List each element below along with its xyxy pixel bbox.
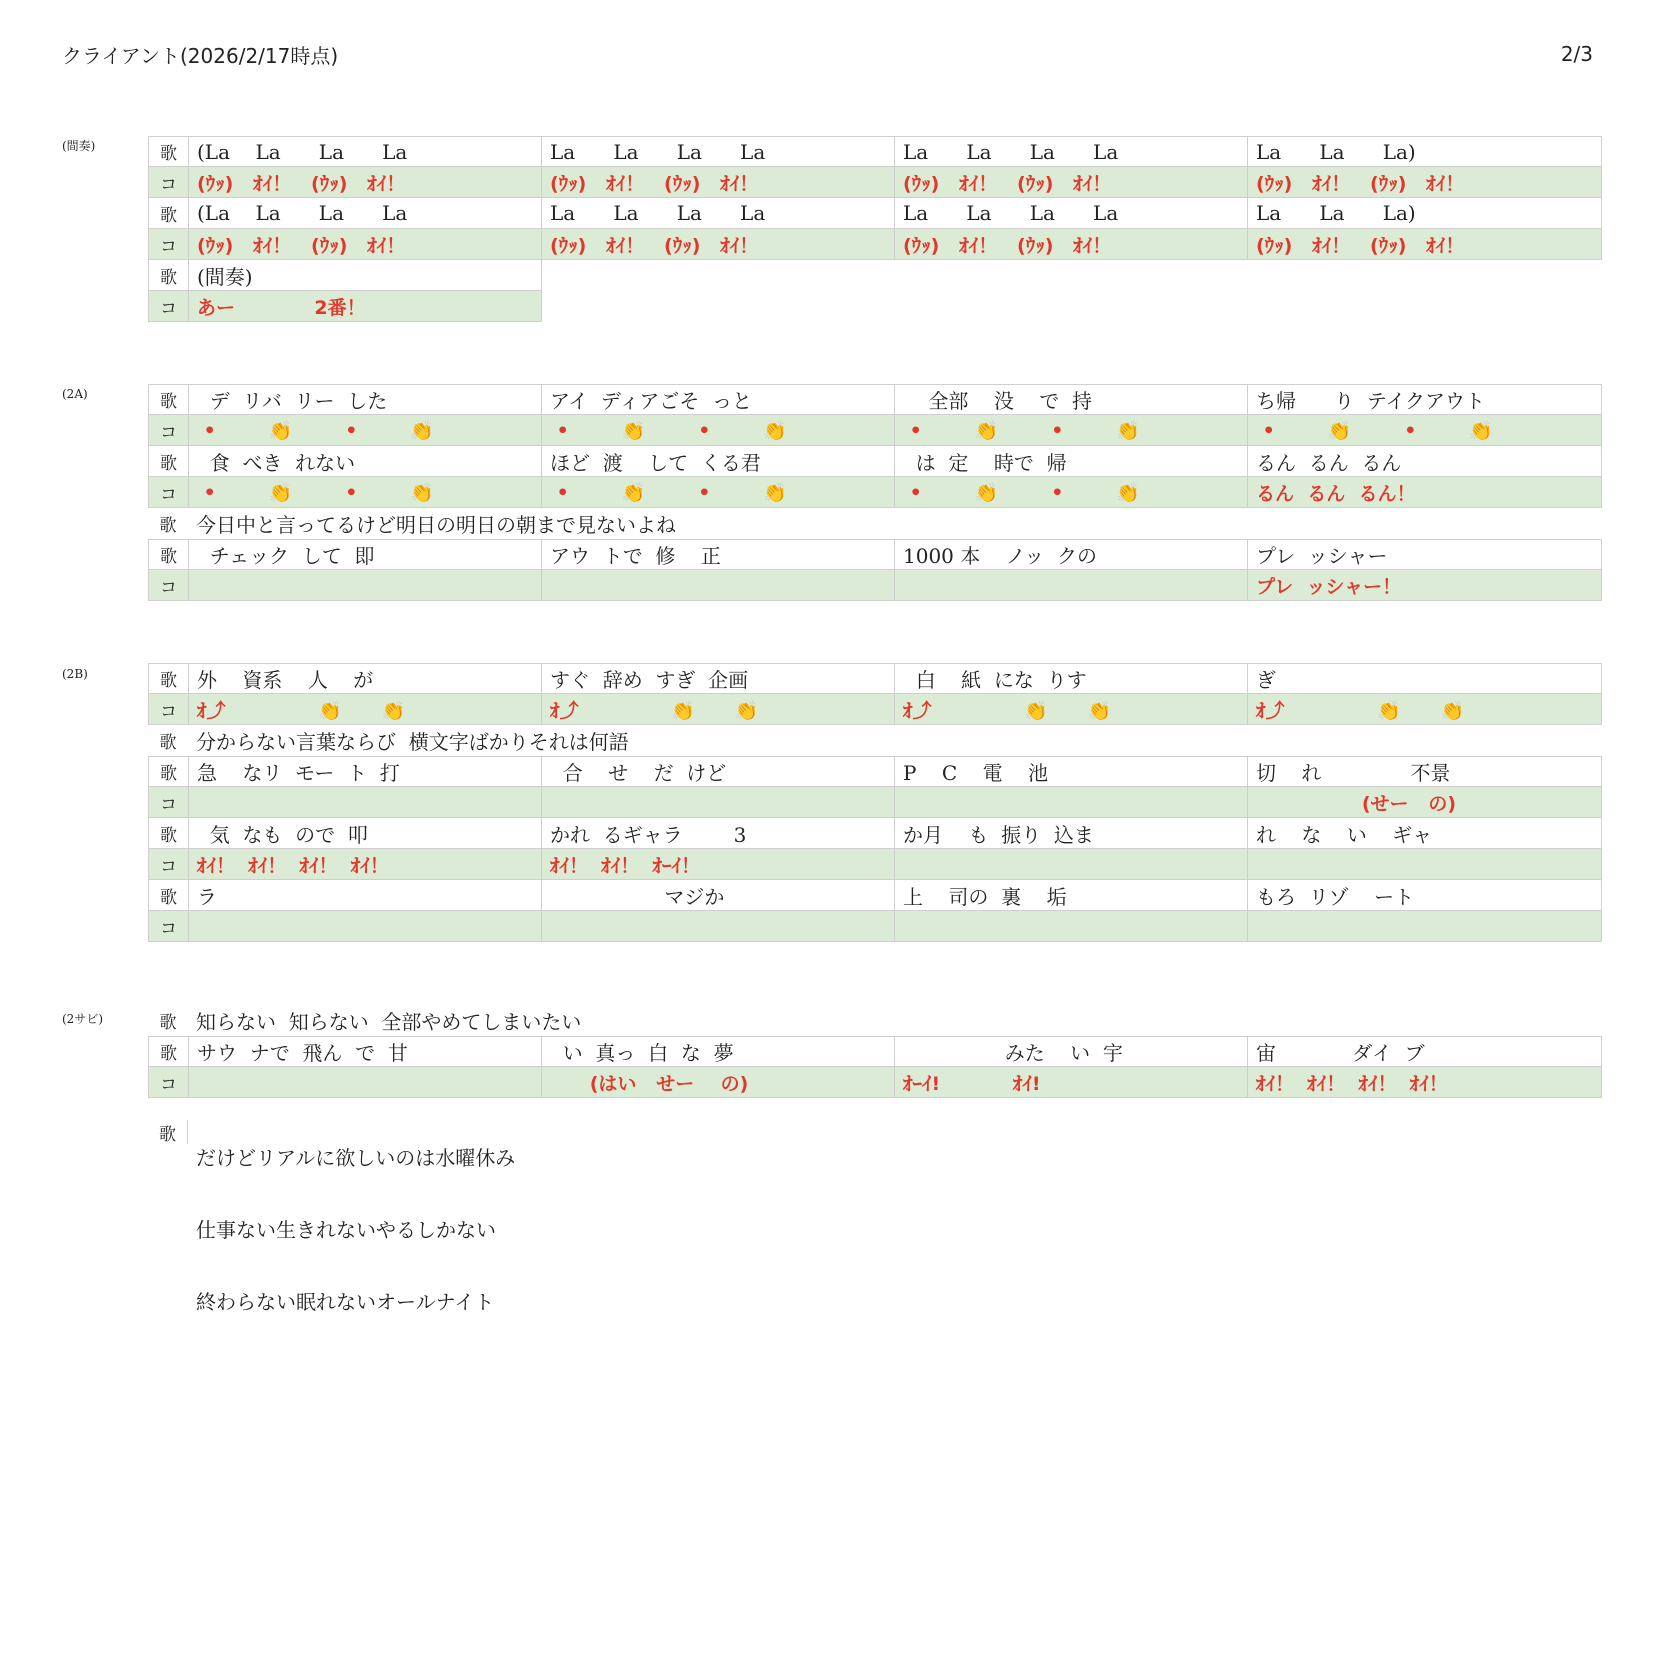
lyric-cell: La La La) <box>1256 139 1416 164</box>
lyric-cell: 全部 没 で 持 <box>895 385 1248 414</box>
call-cell <box>189 570 542 600</box>
sing-row <box>148 756 1602 787</box>
lyric-cell: もろ リゾ ート <box>1256 884 1415 909</box>
sing-label: 歌 <box>149 446 189 476</box>
call-cell: ｵｲ！ ｵｲ！ ｵｰｲ！ <box>542 849 895 879</box>
call-row <box>148 570 1602 601</box>
call-cell <box>895 787 1248 817</box>
call-row <box>148 291 542 322</box>
sing-label: 歌 <box>149 198 189 228</box>
lyric-cell: チェック して 即 <box>189 540 542 569</box>
section-label-2a: (2A) <box>62 387 88 401</box>
section-label-2sabi: (2サビ) <box>62 1012 103 1026</box>
call-cell: (ｳｯ) ｵｲ！ (ｳｯ) ｵｲ！ <box>189 167 542 197</box>
sing-label: 歌 <box>149 880 189 910</box>
lyric-line: 仕事ない生きれないやるしかない <box>196 1218 496 1242</box>
sing-row <box>148 384 1602 415</box>
call-cell: ｵ⤴ 👏 👏 <box>189 694 542 724</box>
lyric-line: 終わらない眠れないオールナイト <box>196 1290 495 1314</box>
call-row <box>148 167 1602 198</box>
call-cell: • 👏 • 👏 <box>189 415 542 445</box>
lyric-cell: すぐ 辞め すぎ 企画 <box>542 664 895 693</box>
lyric-cell: 合 せ だ けど <box>542 757 895 786</box>
lyric-cell: プレ ッシャー <box>1256 544 1388 568</box>
sing-row <box>148 539 1602 570</box>
lyric-cell: マジか <box>542 880 895 910</box>
call-label: コ <box>149 291 189 321</box>
call-label: コ <box>149 911 189 941</box>
lyric-cell: い 真っ 白 な 夢 <box>542 1037 895 1066</box>
call-label: コ <box>149 229 189 259</box>
call-cell: (ｳｯ) ｵｲ！ (ｳｯ) ｵｲ！ <box>189 229 542 259</box>
call-cell <box>895 570 1248 600</box>
sing-row <box>148 818 1602 849</box>
interlude-table <box>148 136 1602 322</box>
lyric-cell: ほど 渡 して くる君 <box>542 446 895 476</box>
call-cell: ｵｰｲ! ｵｲ! <box>895 1067 1248 1097</box>
call-cell: (ｳｯ) ｵｲ！ (ｳｯ) ｵｲ！ <box>542 229 895 259</box>
sing-label: 歌 <box>148 1120 188 1144</box>
sing-label: 歌 <box>149 540 189 569</box>
call-cell <box>895 849 1248 879</box>
sing-row <box>148 880 1602 911</box>
call-label: コ <box>149 849 189 879</box>
sing-row <box>148 725 1602 756</box>
call-row <box>148 477 1602 508</box>
lyric-line: 今日中と言ってるけど明日の明日の朝まで見ないよね <box>196 513 676 537</box>
call-cell: • 👏 • 👏 <box>895 477 1248 507</box>
call-row <box>148 849 1602 880</box>
lyric-cell: ラ <box>189 880 542 910</box>
sing-label: 歌 <box>149 385 189 414</box>
lyric-cell: デ リバ リー した <box>189 385 542 414</box>
lyric-cell: La La La La <box>542 137 895 166</box>
page-number: 2/3 <box>1560 42 1593 66</box>
call-cell <box>189 911 542 941</box>
call-cell: (ｳｯ) ｵｲ！ (ｳｯ) ｵｲ！ <box>895 167 1248 197</box>
lyric-cell: みた い 宇 <box>895 1037 1248 1066</box>
call-label: コ <box>149 167 189 197</box>
sing-label: 歌 <box>159 516 177 536</box>
sing-label: 歌 <box>149 260 189 290</box>
call-cell: プレ ッシャー！ <box>1256 575 1402 598</box>
call-cell: (ｳｯ) ｵｲ！ (ｳｯ) ｵｲ！ <box>542 167 895 197</box>
sing-row <box>148 446 1602 477</box>
lyric-cell: 1000 本 ノッ クの <box>895 540 1248 569</box>
call-cell: ｵ⤴ 👏 👏 <box>1256 699 1465 722</box>
call-label: コ <box>149 694 189 724</box>
lyric-cell: 上 司の 裏 垢 <box>895 880 1248 910</box>
sing-row <box>148 663 1602 694</box>
call-row <box>148 787 1602 818</box>
call-cell: • 👏 • 👏 <box>542 477 895 507</box>
verse-2a-table <box>148 384 1602 601</box>
sing-row <box>148 508 1602 539</box>
lyric-cell: 白 紙 にな りす <box>895 664 1248 693</box>
lyric-cell: 急 なリ モー ト 打 <box>189 757 542 786</box>
lyric-line: 分からない言葉ならび 横文字ばかりそれは何語 <box>196 730 629 754</box>
sing-label: 歌 <box>149 1037 189 1066</box>
call-cell <box>895 911 1248 941</box>
sing-label: 歌 <box>149 757 189 786</box>
call-row <box>148 229 1602 260</box>
call-row <box>148 694 1602 725</box>
section-label-interlude: (間奏) <box>62 139 96 153</box>
call-label: コ <box>149 1067 189 1097</box>
call-cell: あー 2番！ <box>197 296 366 319</box>
call-label: コ <box>149 477 189 507</box>
call-cell: (はい せー の) <box>542 1067 895 1097</box>
lyric-cell: (La La La La <box>189 198 542 228</box>
lyric-cell: (間奏) <box>197 264 253 289</box>
call-cell: • 👏 • 👏 <box>1256 419 1493 442</box>
sing-label: 歌 <box>149 137 189 166</box>
lyric-cell: るん るん るん <box>1256 450 1402 475</box>
call-cell: ｵ⤴ 👏 👏 <box>895 694 1248 724</box>
lyric-cell: ち帰 り テイクアウト <box>1256 389 1486 413</box>
lyric-line: 知らない 知らない 全部やめてしまいたい <box>196 1010 582 1034</box>
lyric-cell: La La La) <box>1256 201 1416 225</box>
lyric-cell: 食 べき れない <box>189 446 542 476</box>
call-cell: (せー の) <box>1256 792 1457 815</box>
call-cell <box>189 1067 542 1097</box>
lyric-cell: La La La La <box>895 137 1248 166</box>
lyric-cell: ぎ <box>1256 668 1276 692</box>
sing-row <box>148 136 1602 167</box>
lyric-cell: アウ トで 修 正 <box>542 540 895 569</box>
document-title: クライアント(2026/2/17時点) <box>62 44 339 68</box>
call-cell: (ｳｯ) ｵｲ！ (ｳｯ) ｵｲ！ <box>1256 234 1465 257</box>
sing-label: 歌 <box>159 1013 177 1033</box>
lyric-cell: 気 なも ので 叩 <box>189 818 542 848</box>
call-cell <box>1248 911 1601 941</box>
call-cell: ｵｲ！ ｵｲ！ ｵｲ！ ｵｲ！ <box>189 849 542 879</box>
sing-row <box>148 198 1602 229</box>
call-cell: • 👏 • 👏 <box>895 415 1248 445</box>
call-cell: るん るん るん！ <box>1256 482 1416 505</box>
lyric-cell: サウ ナで 飛ん で 甘 <box>189 1037 542 1066</box>
sing-label: 歌 <box>159 733 177 753</box>
call-cell: (ｳｯ) ｵｲ！ (ｳｯ) ｵｲ！ <box>895 229 1248 259</box>
lyric-cell: は 定 時で 帰 <box>895 446 1248 476</box>
lyric-cell: かれ るギャラ 3 <box>542 818 895 848</box>
chorus-2-table <box>148 1005 1602 1098</box>
call-cell <box>189 787 542 817</box>
call-cell <box>542 787 895 817</box>
lyric-cell: 宙 ダイ ブ <box>1256 1041 1425 1065</box>
lyric-cell: アイ ディアごそ っと <box>542 385 895 414</box>
call-label: コ <box>149 787 189 817</box>
call-row <box>148 415 1602 446</box>
sing-row <box>148 260 542 291</box>
lyric-lines <box>196 1098 515 1362</box>
call-row <box>148 1067 1602 1098</box>
section-label-2b: (2B) <box>62 667 88 681</box>
lyric-cell: れ な い ギャ <box>1256 822 1433 847</box>
lyric-cell: 切 れ 不景 <box>1256 761 1451 785</box>
call-cell: (ｳｯ) ｵｲ！ (ｳｯ) ｵｲ！ <box>1256 172 1465 195</box>
lyric-cell: La La La La <box>895 198 1248 228</box>
lyric-cell: か月 も 振り 込ま <box>895 818 1248 848</box>
call-cell <box>1248 849 1601 879</box>
sing-row <box>148 1005 1602 1036</box>
sing-label: 歌 <box>149 818 189 848</box>
call-cell: • 👏 • 👏 <box>542 415 895 445</box>
call-cell: • 👏 • 👏 <box>189 477 542 507</box>
sing-label: 歌 <box>149 664 189 693</box>
call-label: コ <box>149 415 189 445</box>
sing-row <box>148 1036 1602 1067</box>
call-cell: ｵｲ！ ｵｲ！ ｵｲ！ ｵｲ！ <box>1256 1072 1448 1095</box>
call-label: コ <box>149 570 189 600</box>
lyric-cell: 外 資系 人 が <box>189 664 542 693</box>
call-row <box>148 911 1602 942</box>
lyric-line: だけどリアルに欲しいのは水曜休み <box>196 1146 516 1170</box>
call-cell <box>542 570 895 600</box>
bridge-2b-table <box>148 663 1602 942</box>
lyric-cell: (La La La La <box>189 137 542 166</box>
lyric-cell: P C 電 池 <box>895 757 1248 786</box>
call-cell <box>542 911 895 941</box>
call-cell: ｵ⤴ 👏 👏 <box>542 694 895 724</box>
lyric-cell: La La La La <box>542 198 895 228</box>
